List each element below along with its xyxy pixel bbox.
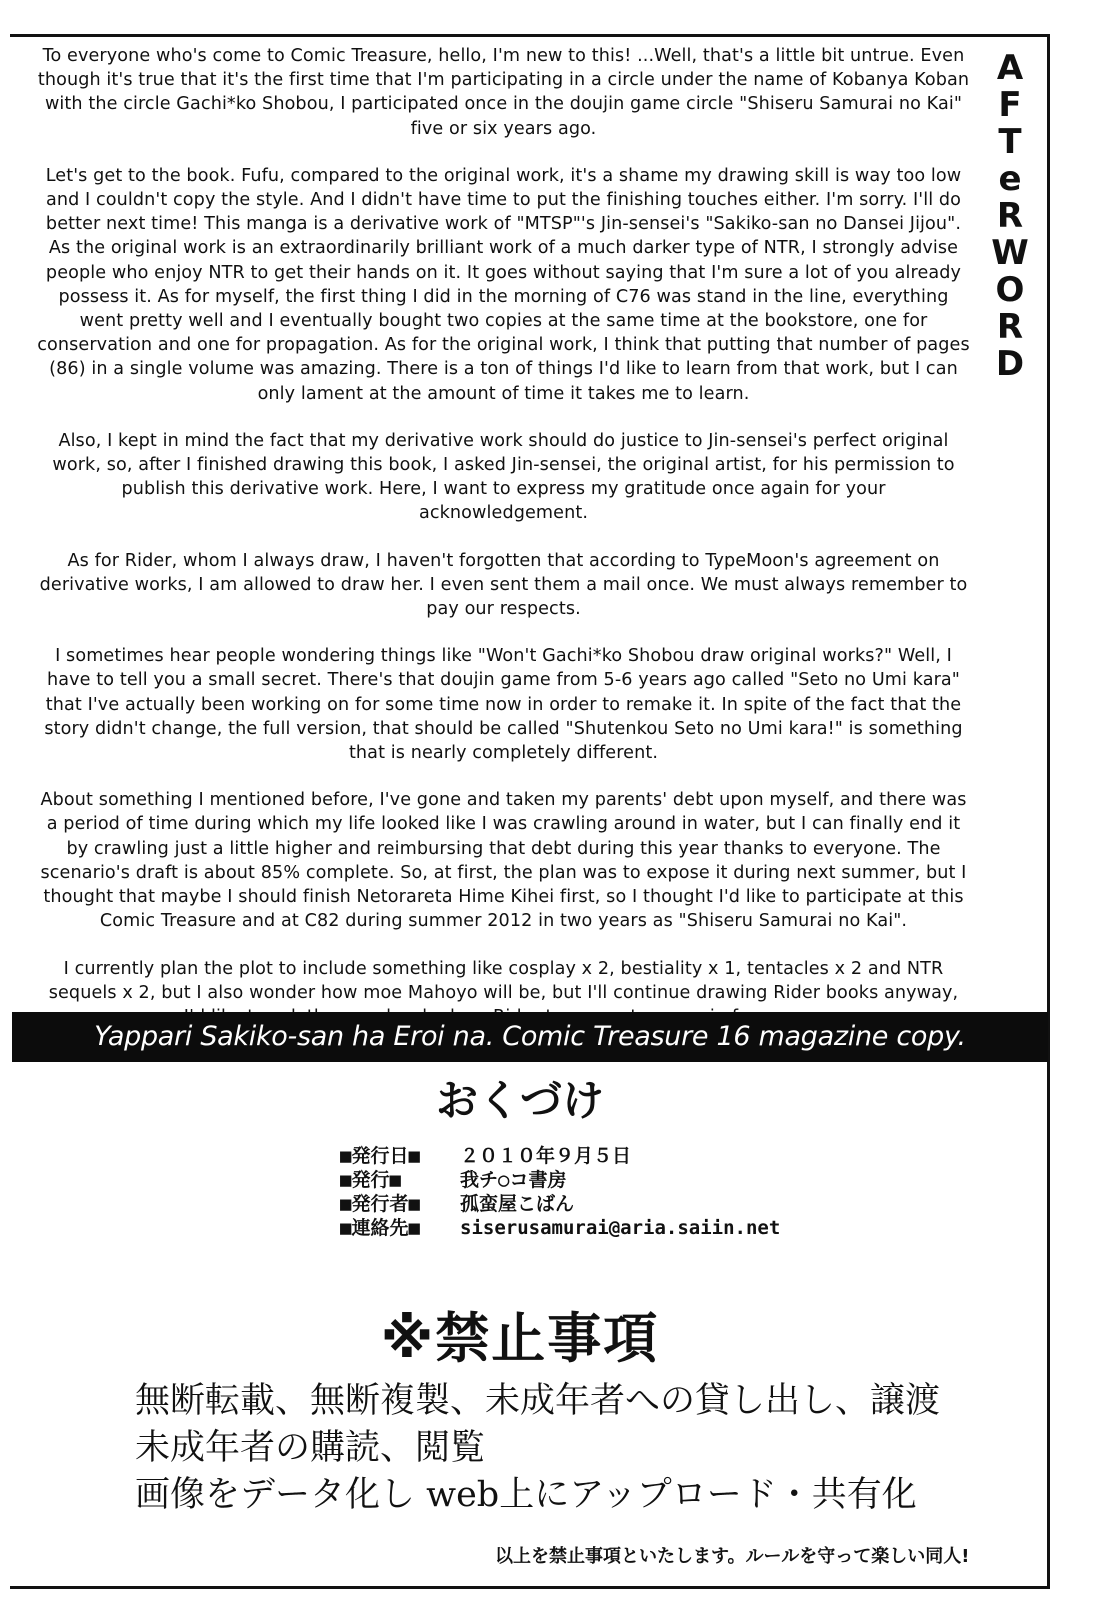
- afterword-vertical-title: [985, 50, 1035, 383]
- colophon-value: 孤蛮屋こばん: [460, 1193, 575, 1215]
- prohibitions-list: [135, 1378, 975, 1519]
- afterword-paragraph: To everyone who's come to Comic Treasure, hello, I'm new to this! ...Well, that's a little bit untrue. Even though it's true that it's the first time that I'm participating in a circle under the name of Kobanya Koban with the circle Gachi*ko Shobou, I participated once in the doujin game circle "Shiseru Samurai no Kai" five or six years ago.: [37, 46, 970, 139]
- magazine-banner: Yappari Sakiko-san ha Eroi na. Comic Treasure 16 magazine copy.: [12, 1012, 1048, 1062]
- afterword-paragraph: About something I mentioned before, I've gone and taken my parents' debt upon myself, and there was a period of time during which my life looked like I was crawling around in water, but I can finally end it by crawling just a little higher and reimbursing that debt during this year thanks to everyone. The scenario's draft is about 85% complete. So, at first, the plan was to expose it during next summer, but I thought that maybe I should finish Netorareta Hime Kihei first, so I thought I'd like to participate at this Comic Treasure and at C82 during summer 2012 in two years as "Shiseru Samurai no Kai".: [40, 790, 967, 932]
- colophon-row: [340, 1144, 860, 1168]
- colophon-value: 我チ○コ書房: [460, 1169, 567, 1191]
- prohibition-line: 画像をデータ化し web上にアップロード・共有化: [135, 1475, 917, 1515]
- contact-email: siserusamurai@aria.saiin.net: [460, 1217, 781, 1239]
- colophon-key: ■連絡先■: [340, 1217, 420, 1239]
- colophon-row: [340, 1216, 860, 1240]
- colophon-row: [340, 1192, 860, 1216]
- afterword-paragraph: I currently plan the plot to include something like cosplay x 2, bestiality x 1, tentacles x 2 and NTR sequels x 2, but I also wonder how moe Mahoyo will be, but I'll continue drawing Rider books anyway,: [48, 958, 959, 1003]
- title-letter: A: [996, 48, 1024, 88]
- title-letter: D: [995, 344, 1025, 384]
- afterword-paragraph: I sometimes hear people wondering things like "Won't Gachi*ko Shobou draw original works?" Well, I have to tell you a small secret. There's that doujin game from 5-6 years ago called "Seto no Umi kara" that I've actually been working on for some time now in order to remake it. In spite of the fact that the story didn't change, the full version, that should be called "Shutenkou Seto no Umi kara!" is something that is nearly completely different.: [44, 646, 963, 764]
- title-letter: O: [995, 270, 1025, 310]
- title-letter: T: [998, 122, 1022, 162]
- title-letter: R: [996, 196, 1024, 236]
- colophon-key: ■発行者■: [340, 1193, 420, 1215]
- colophon-table: [340, 1144, 860, 1240]
- prohibitions-title: ※禁止事項: [380, 1307, 660, 1370]
- colophon-key: ■発行日■: [340, 1145, 420, 1167]
- afterword-paragraph: Let's get to the book. Fufu, compared to the original work, it's a shame my drawing skill is way too low and I couldn't copy the style. And I didn't have time to put the finishing touches either. I'm sorry. I'll do better next time! This manga is a derivative work of "MTSP"'s Jin-sensei's "Sakiko-san no Dansei Jijou". As the original work is an extraordinarily brilliant work of a much darker type of NTR, I strongly advise people who enjoy NTR to get their hands on it. It goes without saying that I'm sure a lot of you already possess it. As for myself, the first thing I did in the morning of C76 was stand in the line, everything went pretty well and I eventually bought two copies at the same time at the bookstore, one for conservation and one for propagation. As for the original work, I think that putting that number of pages (86) in a single volume was amazing. There is a ton of things I'd like to learn from that work, but I can only lament at the amount of time it takes me to learn.: [37, 165, 970, 404]
- colophon-value: ２０１０年９月５日: [460, 1145, 632, 1167]
- title-letter: R: [996, 307, 1024, 347]
- afterword-paragraph: As for Rider, whom I always draw, I haven't forgotten that according to TypeMoon's agreement on derivative works, I am allowed to draw her. I even sent them a mail once. We must always remember to pay our respects.: [39, 550, 968, 620]
- title-letter: e: [998, 159, 1022, 199]
- prohibition-line: 無断転載、無断複製、未成年者への貸し出し、譲渡: [135, 1381, 941, 1421]
- closing-note: 以上を禁止事項といたします。ルールを守って楽しい同人!: [495, 1546, 970, 1567]
- afterword-paragraph: Also, I kept in mind the fact that my derivative work should do justice to Jin-sensei's perfect original work, so, after I finished drawing this book, I asked Jin-sensei, the original artist, for his permission to publish this derivative work. Here, I want to express my gratitude once again for your acknowledgement.: [52, 430, 955, 524]
- afterword-body: [36, 44, 971, 1052]
- colophon-key: ■発行■: [340, 1169, 401, 1191]
- title-letter: W: [991, 233, 1029, 273]
- title-letter: F: [998, 85, 1022, 125]
- colophon-row: [340, 1168, 860, 1192]
- prohibition-line: 未成年者の購読、閲覧: [135, 1428, 486, 1468]
- colophon-title: おくづけ: [435, 1076, 604, 1125]
